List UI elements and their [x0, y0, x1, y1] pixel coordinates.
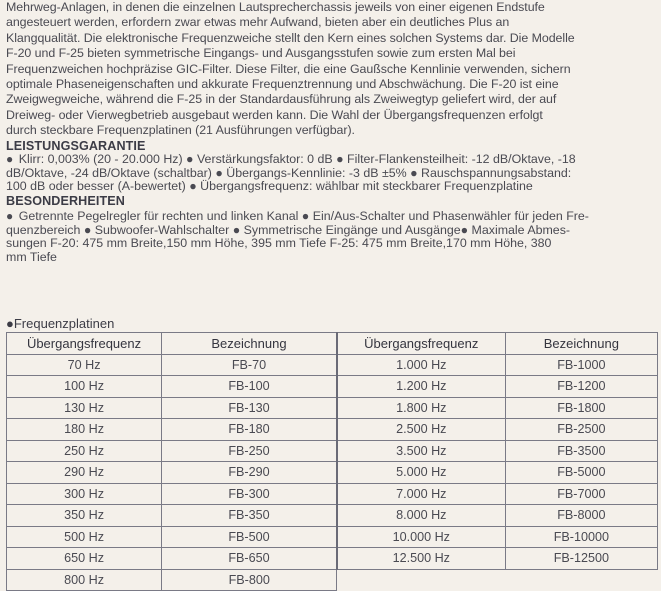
table-cell: FB-300	[162, 483, 337, 505]
table-cell: 130 Hz	[7, 397, 162, 419]
leistung-list	[6, 153, 658, 194]
table-cell: 5.000 Hz	[337, 462, 505, 484]
table-row	[7, 376, 658, 398]
table-cell: 3.500 Hz	[337, 440, 505, 462]
table-cell: 10.000 Hz	[337, 526, 505, 548]
table-cell	[337, 569, 505, 591]
table-cell: 500 Hz	[7, 526, 162, 548]
intro-paragraph	[6, 0, 658, 139]
table-cell: FB-800	[162, 569, 337, 591]
table-cell: FB-1800	[505, 397, 657, 419]
bullet-icon: ●	[6, 316, 14, 331]
table-cell: FB-5000	[505, 462, 657, 484]
table-cell: FB-3500	[505, 440, 657, 462]
table-header-row	[7, 333, 658, 355]
table-cell: 100 Hz	[7, 376, 162, 398]
table-cell: 180 Hz	[7, 419, 162, 441]
table-row	[7, 483, 658, 505]
intro-line: Zweigwegweiche, während die F-25 in der Standardausführung als Zweiwegtyp geliefert wird, der auf	[6, 92, 557, 107]
table-row	[7, 354, 658, 376]
table-row	[7, 526, 658, 548]
list-line	[6, 210, 658, 224]
table-cell: FB-1200	[505, 376, 657, 398]
table-row	[7, 548, 658, 570]
list-text: Klirr: 0,003% (20 - 20.000 Hz) ● Verstärkungsfaktor: 0 dB ● Filter-Flankensteilheit: -12 dB/Oktave, -18	[18, 152, 576, 166]
table-cell: 70 Hz	[7, 354, 162, 376]
bullet-icon: ●	[6, 209, 14, 223]
table-cell: FB-1000	[505, 354, 657, 376]
table-cell: 1.000 Hz	[337, 354, 505, 376]
table-cell: FB-7000	[505, 483, 657, 505]
table-cell: FB-130	[162, 397, 337, 419]
frequency-table	[6, 332, 658, 591]
table-cell: FB-290	[162, 462, 337, 484]
table-cell: 300 Hz	[7, 483, 162, 505]
table-cell: 1.200 Hz	[337, 376, 505, 398]
table-cell: FB-650	[162, 548, 337, 570]
table-cell: FB-500	[162, 526, 337, 548]
table-row	[7, 462, 658, 484]
table-cell: FB-100	[162, 376, 337, 398]
table-cell: FB-10000	[505, 526, 657, 548]
besonderheiten-list	[6, 210, 658, 264]
table-cell: 250 Hz	[7, 440, 162, 462]
section-heading-besonderheiten: BESONDERHEITEN	[6, 194, 125, 208]
intro-line: Frequenzweichen hochpräzise GIC-Filter. Diese Filter, die eine Gaußsche Kennlinie verwenden, sichern	[6, 61, 571, 76]
table-cell: FB-12500	[505, 548, 657, 570]
table-row	[7, 505, 658, 527]
column-header: Bezeichnung	[162, 333, 337, 355]
table-row	[7, 397, 658, 419]
table-title-text: Frequenzplatinen	[13, 316, 115, 331]
table-cell: FB-2500	[505, 419, 657, 441]
table-row	[7, 440, 658, 462]
table-cell: 650 Hz	[7, 548, 162, 570]
list-line	[6, 153, 658, 167]
list-line: sungen F-20: 475 mm Breite,150 mm Höhe, 395 mm Tiefe F-25: 475 mm Breite,170 mm Höhe, 380	[6, 236, 552, 251]
table-cell: 8.000 Hz	[337, 505, 505, 527]
table-cell: 800 Hz	[7, 569, 162, 591]
table-cell	[505, 569, 657, 591]
column-header: Übergangsfrequenz	[337, 333, 505, 355]
list-text: Getrennte Pegelregler für rechten und linken Kanal ● Ein/Aus-Schalter und Phasenwähler für jeden Fre-	[18, 209, 589, 223]
intro-line: optimale Phaseneigenschaften und akkurate Frequenztrennung und Abschwächung. Die F-20 ist eine	[6, 77, 559, 92]
list-line: mm Tiefe	[6, 249, 57, 264]
table-cell: FB-180	[162, 419, 337, 441]
table-title	[6, 316, 114, 332]
section-heading-leistung: LEISTUNGSGARANTIE	[6, 139, 146, 153]
column-header: Bezeichnung	[505, 333, 657, 355]
table-cell: 350 Hz	[7, 505, 162, 527]
table-cell: FB-250	[162, 440, 337, 462]
list-line: dB/Oktave, -24 dB/Oktave (schaltbar) ● Übergangs-Kennlinie: -3 dB ±5% ● Rauschspannungsabstand:	[6, 165, 572, 180]
column-header: Übergangsfrequenz	[7, 333, 162, 355]
table-cell: 1.800 Hz	[337, 397, 505, 419]
table-row	[7, 419, 658, 441]
intro-line: angesteuert werden, erfordern zwar etwas mehr Aufwand, bieten aber ein deutliches Plus an	[6, 15, 510, 30]
table-cell: 2.500 Hz	[337, 419, 505, 441]
list-line: quenzbereich ● Subwoofer-Wahlschalter ● Symmetrische Eingänge und Ausgänge● Maximale Abmes-	[6, 222, 571, 237]
table-cell: 7.000 Hz	[337, 483, 505, 505]
intro-line: Dreiweg- oder Vierwegbetrieb ausgebaut werden kann. Die Wahl der Übergangsfrequenzen erfolgt	[6, 107, 543, 122]
intro-line: Klangqualität. Die elektronische Frequenzweiche stellt den Kern eines solchen Systems dar. Die Modelle	[6, 30, 575, 45]
intro-line: Mehrweg-Anlagen, in denen die einzelnen Lautsprecherchassis jeweils von einer eigenen Endstufe	[6, 0, 545, 14]
table-body	[7, 354, 658, 591]
table-row	[7, 569, 658, 591]
intro-line: F-20 und F-25 bieten symmetrische Eingangs- und Ausgangsstufen sowie zum ersten Mal bei	[6, 46, 516, 61]
list-line: 100 dB oder besser (A-bewertet) ● Übergangsfrequenz: wählbar mit steckbarer Frequenzplatine	[6, 179, 533, 194]
table-cell: 290 Hz	[7, 462, 162, 484]
intro-line: durch steckbare Frequenzplatinen (21 Ausführungen verfügbar).	[6, 123, 355, 138]
table-cell: 12.500 Hz	[337, 548, 505, 570]
bullet-icon: ●	[6, 152, 14, 166]
table-cell: FB-350	[162, 505, 337, 527]
table-cell: FB-70	[162, 354, 337, 376]
table-cell: FB-8000	[505, 505, 657, 527]
